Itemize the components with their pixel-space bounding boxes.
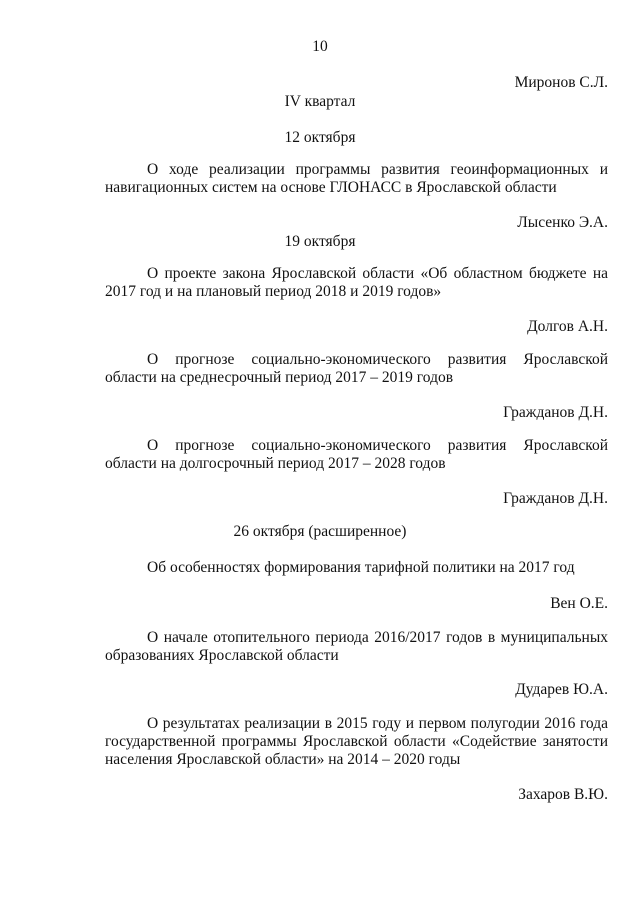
agenda-item: О прогнозе социально-экономического развития Ярославской области на среднесрочный период 2017 – 2019 годов <box>105 351 608 386</box>
speaker-name: Захаров В.Ю. <box>518 786 608 803</box>
speaker-name: Долгов А.Н. <box>527 318 608 335</box>
agenda-item: Об особенностях формирования тарифной политики на 2017 год <box>147 559 575 576</box>
speaker-name: Гражданов Д.Н. <box>503 404 608 421</box>
speaker-name: Миронов С.Л. <box>514 74 608 91</box>
agenda-item: О начале отопительного периода 2016/2017 годов в муниципальных образованиях Ярославской области <box>105 629 608 664</box>
agenda-item: О прогнозе социально-экономического развития Ярославской области на долгосрочный период 2017 – 2028 годов <box>105 437 608 472</box>
speaker-name: Вен О.Е. <box>550 595 608 612</box>
meeting-date: 12 октября <box>284 129 356 146</box>
speaker-name: Лысенко Э.А. <box>517 214 608 231</box>
quarter-heading: IV квартал <box>284 93 356 110</box>
agenda-item: О проекте закона Ярославской области «Об областном бюджете на 2017 год и на плановый период 2018 и 2019 годов» <box>105 265 608 300</box>
agenda-item: О ходе реализации программы развития геоинформационных и навигационных систем на основе ГЛОНАСС в Ярославской области <box>105 161 608 196</box>
meeting-date: 26 октября (расширенное) <box>233 523 407 540</box>
page-number: 10 <box>312 38 328 55</box>
agenda-item: О результатах реализации в 2015 году и первом полугодии 2016 года государственной программы Ярославской области «Содействие занятости населения Ярославской области» на 2014 – 2020 годы <box>105 715 608 768</box>
speaker-name: Гражданов Д.Н. <box>503 490 608 507</box>
meeting-date: 19 октября <box>284 233 356 250</box>
speaker-name: Дударев Ю.А. <box>515 681 608 698</box>
